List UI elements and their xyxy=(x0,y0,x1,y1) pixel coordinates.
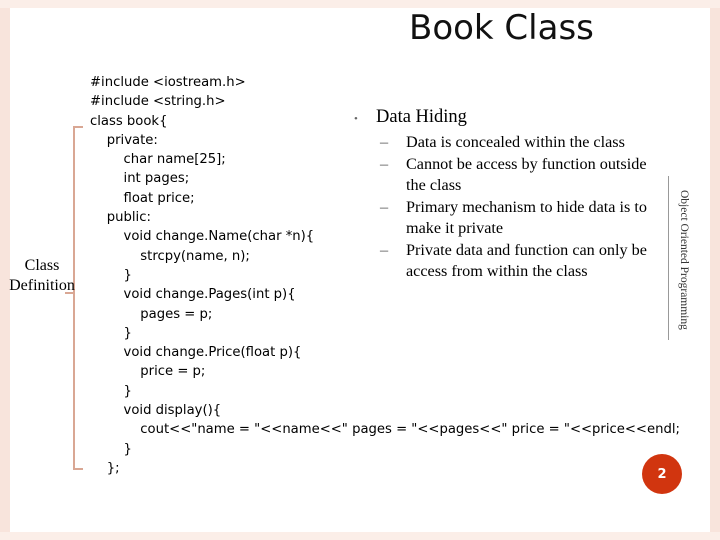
code-line: } xyxy=(90,325,132,341)
code-line: } xyxy=(90,383,132,399)
sub-bullet xyxy=(350,197,680,240)
class-definition-bracket xyxy=(73,126,83,470)
code-line: char name[25]; xyxy=(90,152,226,168)
code-line: cout<<"name = "<<name<<" pages = "<<pages<<" price = "<<price<<endl; xyxy=(90,422,680,438)
sub-bullet-list xyxy=(350,132,680,283)
code-line: float price; xyxy=(90,190,195,206)
bullet-dot-icon: • xyxy=(354,113,358,125)
side-label: Object Oriented Programming xyxy=(678,190,690,330)
code-line: void display(){ xyxy=(90,403,222,419)
bullet-list xyxy=(350,106,680,283)
vertical-divider xyxy=(668,176,669,340)
dash-icon: – xyxy=(380,154,389,173)
sub-bullet-text: the class xyxy=(406,176,462,194)
code-line: } xyxy=(90,267,132,283)
sub-bullet xyxy=(350,154,680,197)
class-definition-label-line: Class xyxy=(24,257,60,274)
main-bullet xyxy=(350,106,680,128)
code-line: pages = p; xyxy=(90,306,213,322)
bottom-border xyxy=(0,532,720,540)
right-border xyxy=(710,0,720,540)
code-line: class book{ xyxy=(90,113,168,129)
top-border xyxy=(0,0,720,8)
page-number-badge: 2 xyxy=(642,454,682,494)
sub-bullet xyxy=(350,240,680,283)
sub-bullet-text: Primary mechanism to hide data is to xyxy=(406,197,647,216)
code-line: public: xyxy=(90,210,151,226)
code-line: void change.Price(float p){ xyxy=(90,345,302,361)
class-definition-label-line: Definition xyxy=(9,277,75,294)
code-line: int pages; xyxy=(90,171,190,187)
dash-icon: – xyxy=(380,240,389,259)
sub-bullet-text: make it private xyxy=(406,219,504,237)
slide-title: Book Class xyxy=(409,8,594,48)
dash-icon: – xyxy=(380,133,389,151)
code-line: strcpy(name, n); xyxy=(90,248,250,264)
code-line: #include <iostream.h> xyxy=(90,75,246,90)
dash-icon: – xyxy=(380,197,389,216)
code-line: }; xyxy=(90,460,120,476)
sub-bullet-text: access from within the class xyxy=(406,262,588,280)
sub-bullet-text: Data is concealed within the class xyxy=(406,133,625,151)
main-bullet-text: Data Hiding xyxy=(376,107,467,127)
code-line: #include <string.h> xyxy=(90,94,226,110)
sub-bullet xyxy=(350,132,680,154)
code-line: void change.Pages(int p){ xyxy=(90,287,296,303)
code-line: } xyxy=(90,441,132,457)
code-line: void change.Name(char *n){ xyxy=(90,229,315,245)
code-line: private: xyxy=(90,132,158,148)
sub-bullet-text: Private data and function can only be xyxy=(406,240,647,259)
sub-bullet-text: Cannot be access by function outside xyxy=(406,154,647,173)
class-definition-label xyxy=(3,256,81,296)
code-line: price = p; xyxy=(90,364,206,380)
